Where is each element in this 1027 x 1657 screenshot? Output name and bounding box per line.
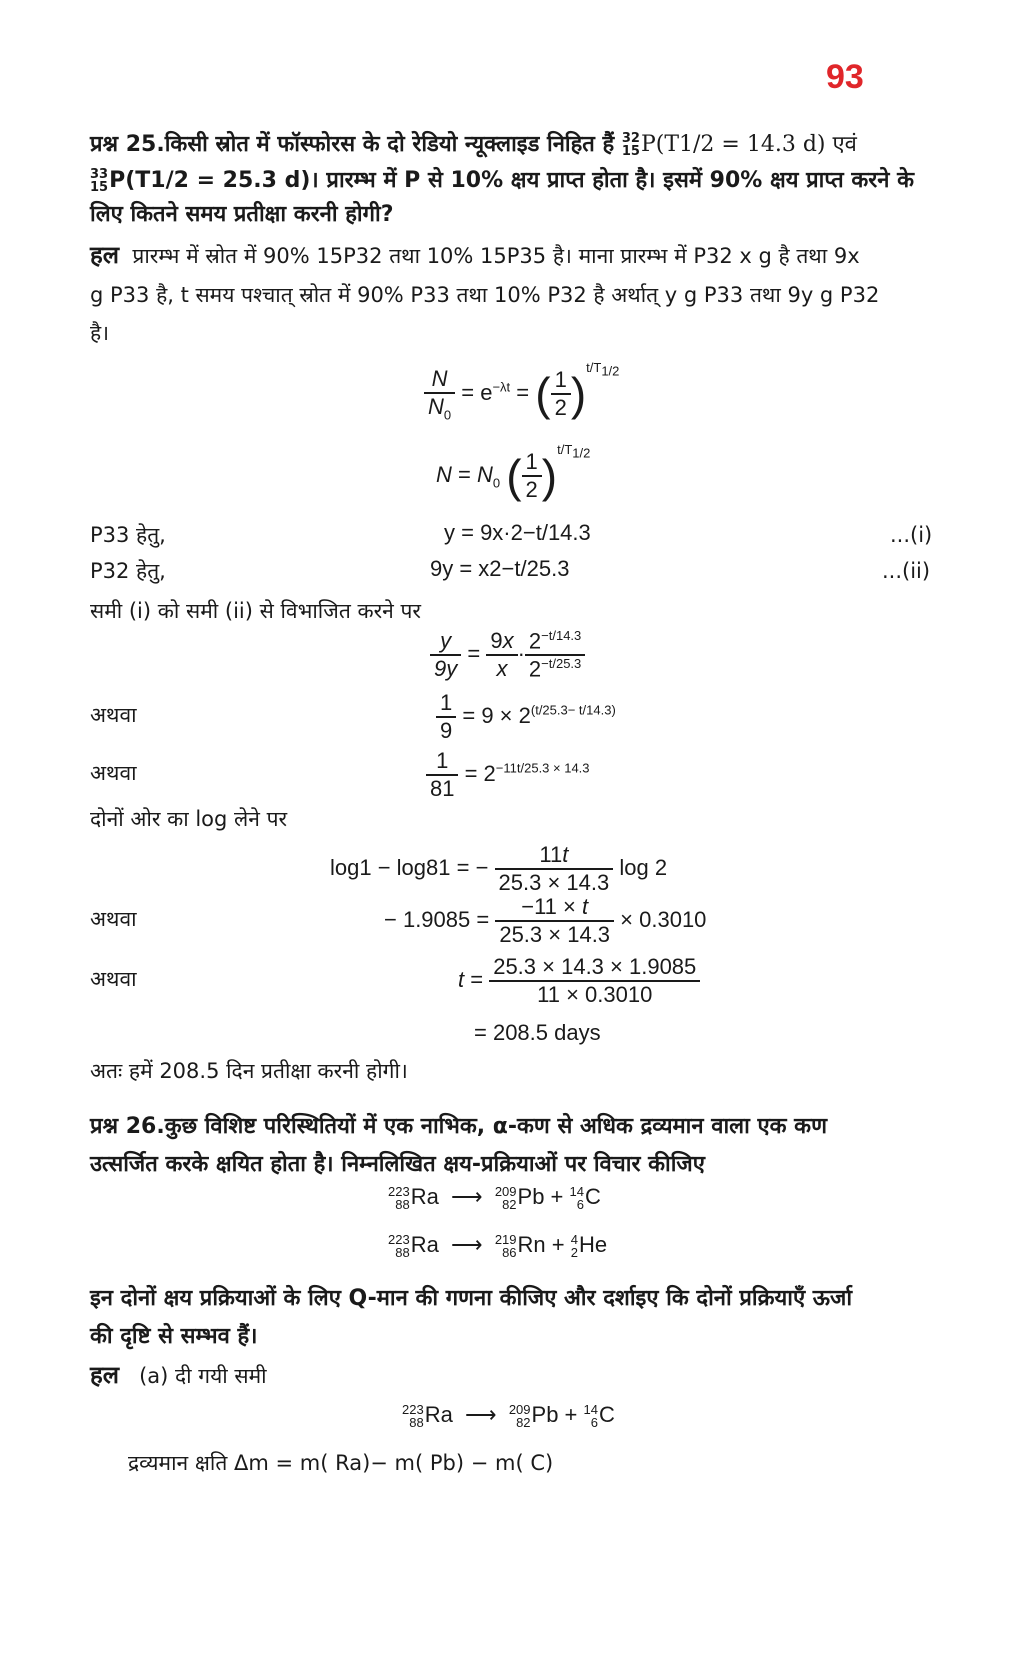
page-number: 93 — [826, 58, 864, 96]
solution-26-given: (a) दी गयी समी — [139, 1364, 267, 1388]
question-25-isotope-1: P(T1/2 = 14.3 d) एवं — [640, 132, 857, 157]
equation-ii-tag: ...(ii) — [882, 559, 931, 583]
mass-defect: द्रव्यमान क्षति Δm = m( Ra)− m( Pb) − m( C) — [128, 1451, 554, 1475]
ratio-equation-3: $\frac{1}{81}$ = $2^{-11t/25.3 \times 14.3}$ — [426, 748, 590, 802]
question-25-text-1: किसी स्रोत में फॉस्फोरस के दो रेडियो न्यूक्लाइड निहित हैं — [164, 132, 615, 157]
question-26-text-4: की दृष्टि से सम्भव हैं। — [90, 1324, 258, 1349]
question-26-text-3: इन दोनों क्षय प्रक्रियाओं के लिए Q-मान की गणना कीजिए और दर्शाइए कि दोनों प्रक्रियाएँ ऊर्जा — [90, 1286, 853, 1311]
or-4: अथवा — [90, 967, 137, 991]
ratio-equation-2: $\frac{1}{9}$ = $9 \times 2^{(t/25.3- t/14.3)}$ — [436, 690, 616, 744]
solution-26-line-1 — [90, 1360, 267, 1391]
decay-reaction-1: 223 88 Ra ⟶ 209 82 Pb + 14 6 C — [388, 1184, 601, 1213]
decay-equation-1: $\frac{N}{N_0}$ = $e^{-\lambda t}$ = ( $\frac{1}{2}$ )$^{t/T_{1/2}}$ — [424, 360, 619, 422]
solution-25-line-1 — [90, 240, 860, 271]
solution-25-text-1: प्रारम्भ में स्रोत में 90% 15P32 तथा 10% 15P35 है। माना प्रारम्भ में P32 x g है तथा 9x — [132, 244, 860, 268]
question-26-text-2: उत्सर्जित करके क्षयित होता है। निम्नलिखित क्षय-प्रक्रियाओं पर विचार कीजिए — [90, 1152, 705, 1177]
ratio-equation: $\frac{y}{9y}$ = $\frac{9x}{x}$ · $\frac{2^{-t/14.3}}{2^{-t/25.3}}$ — [430, 628, 585, 683]
equation-i: y = 9x·2−t/14.3 — [444, 520, 591, 545]
equation-ii: 9y = x2−t/25.3 — [430, 556, 570, 581]
or-2: अथवा — [90, 761, 137, 785]
solution-25-text-3: है। — [90, 321, 110, 345]
solution-25-label: हल — [90, 241, 120, 269]
question-26-line-1 — [90, 1108, 827, 1146]
solution-26-label: हल — [90, 1361, 120, 1389]
decay-reaction-2: 223 88 Ra ⟶ 219 86 Rn + 4 2 He — [388, 1232, 608, 1261]
or-1: अथवा — [90, 703, 137, 727]
time-result: = 208.5 days — [474, 1020, 601, 1045]
question-25-label: प्रश्न 25. — [90, 132, 165, 157]
question-25-line-2: 33 15 P(T1/2 = 25.3 d)। प्रारम्भ में P से 10% क्षय प्राप्त होता है। इसमें 90% क्षय प्राप्त करने के — [90, 167, 914, 195]
or-3: अथवा — [90, 907, 137, 931]
divide-instruction: समी (i) को समी (ii) से विभाजित करने पर — [90, 599, 422, 623]
decay-reaction-3: 223 88 Ra ⟶ 209 82 Pb + 14 6 C — [402, 1402, 615, 1431]
equation-i-tag: ...(i) — [890, 523, 933, 547]
log-equation-2: − 1.9085 = $\frac{-11 \times t}{25.3 \times 14.3}$ × 0.3010 — [384, 894, 707, 947]
for-p32-label: P32 हेतु, — [90, 559, 166, 583]
question-26-label: प्रश्न 26. — [90, 1114, 165, 1139]
log-equation: log1 − log81 = − $\frac{11t}{25.3 \times 14.3}$ log 2 — [330, 842, 668, 895]
decay-equation-2: $N = N_0$ ( $\frac{1}{2}$ )$^{t/T_{1/2}}$ — [436, 442, 591, 503]
question-25-text-2: P(T1/2 = 25.3 d)। प्रारम्भ में P से 10% क्षय प्राप्त होता है। इसमें 90% क्षय प्राप्त करने के — [109, 168, 914, 193]
for-p33-label: P33 हेतु, — [90, 523, 166, 547]
question-26-text-1: कुछ विशिष्ट परिस्थितियों में एक नाभिक, α-कण से अधिक द्रव्यमान वाला एक कण — [164, 1114, 827, 1139]
conclusion-25: अतः हमें 208.5 दिन प्रतीक्षा करनी होगी। — [90, 1059, 408, 1083]
question-25-text-3: लिए कितने समय प्रतीक्षा करनी होगी? — [90, 202, 394, 227]
solution-25-text-2: g P33 है, t समय पश्चात् स्रोत में 90% P33 तथा 10% P32 है अर्थात् y g P33 तथा 9y g P32 — [90, 283, 880, 307]
time-equation: t = $\frac{25.3 \times 14.3 \times 1.9085}{11 \times 0.3010}$ — [458, 954, 700, 1008]
question-25-line-1: प्रश्न 25.किसी स्रोत में फॉस्फोरस के दो रेडियो न्यूक्लाइड निहित हैं 32 15 P(T1/2 = 14.3 d) एवं — [90, 131, 857, 159]
log-instruction: दोनों ओर का log लेने पर — [90, 807, 288, 831]
